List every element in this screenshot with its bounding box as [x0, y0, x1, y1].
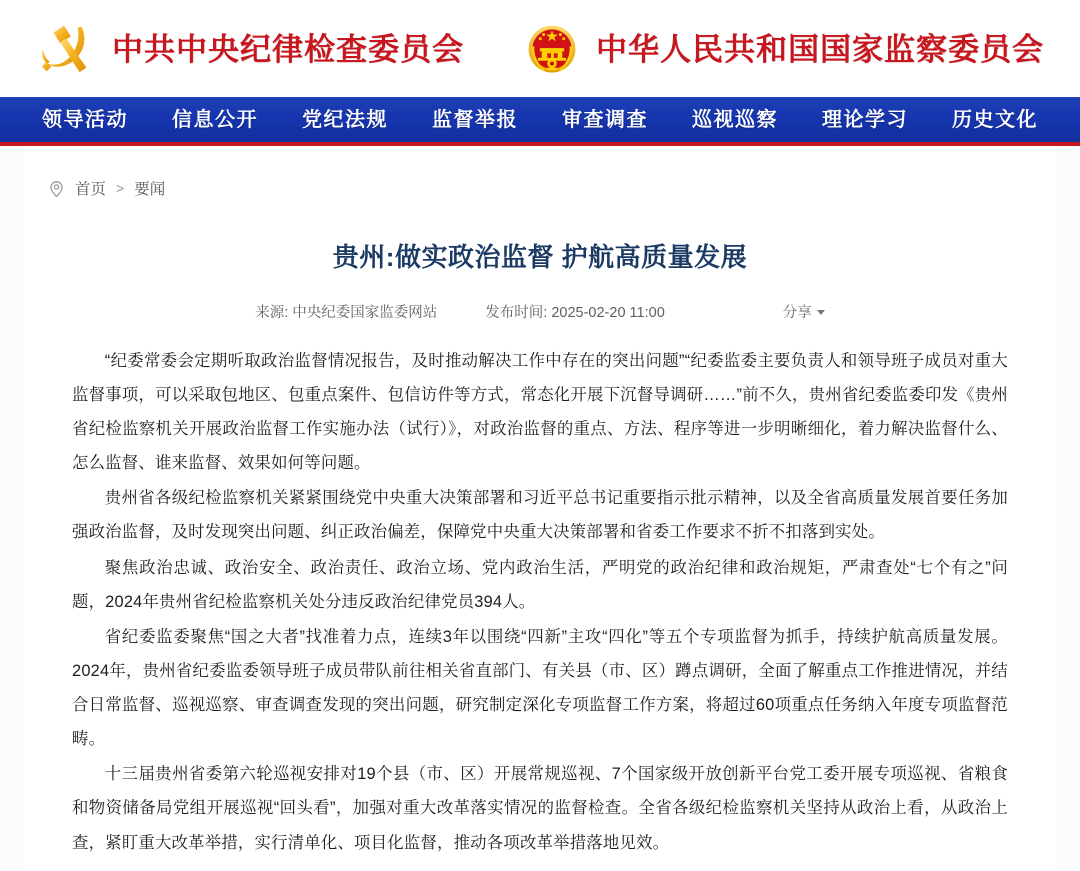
source-value: 中央纪委国家监委网站	[292, 304, 438, 321]
nav-item-information-disclosure[interactable]: 信息公开	[172, 108, 258, 131]
nav-item-review-investigation[interactable]: 审查调查	[562, 108, 648, 131]
main-navigation	[0, 97, 1080, 142]
nav-item-theoretical-study[interactable]: 理论学习	[822, 108, 908, 131]
nav-item-inspection-tour[interactable]: 巡视巡察	[692, 108, 778, 131]
share-dropdown[interactable]	[783, 301, 825, 322]
ccp-hammer-sickle-emblem-icon	[36, 19, 98, 81]
article-source	[255, 301, 437, 322]
chevron-down-icon	[817, 310, 825, 315]
nav-item-supervision-reporting[interactable]: 监督举报	[432, 108, 518, 131]
source-label: 来源:	[255, 304, 289, 321]
nav-item-leadership-activities[interactable]: 领导活动	[42, 108, 128, 131]
breadcrumb-home[interactable]: 首页	[75, 181, 107, 198]
org-block-nsc	[522, 20, 1044, 80]
article-paragraph: “纪委常委会定期听取政治监督情况报告，及时推动解决工作中存在的突出问题”“纪委监委主要负责人和领导班子成员对重大监督事项，可以采取包地区、包重点案件、包信访件等方式，常态化开展下沉督导调研……”前不久，贵州省纪委监委印发《贵州省纪检监察机关开展政治监督工作实施办法（试行）》，对政治监督的重点、方法、程序等进一步明晰细化，着力解决监督什么、怎么监督、谁来监督、效果如何等问题。	[72, 351, 1008, 473]
article-paragraph: 省纪委监委聚焦“国之大者”找准着力点，连续3年以围绕“四新”主攻“四化”等五个专项监督为抓手，持续护航高质量发展。2024年，贵州省纪委监委领导班子成员带队前往相关省直部门、有关县（市、区）蹲点调研，全面了解重点工作推进情况，并结合日常监督、巡视巡察、审查调查发现的突出问题，研究制定深化专项监督工作方案，将超过60项重点任务纳入年度专项监督范畴。	[72, 627, 1008, 749]
page-body	[0, 146, 1080, 871]
site-masthead	[0, 0, 1080, 97]
article-paragraph: 贵州省各级纪检监察机关紧紧围绕党中央重大决策部署和习近平总书记重要指示批示精神，以及全省高质量发展首要任务加强政治监督，及时发现突出问题、纠正政治偏差，保障党中央重大决策部署和省委工作要求不折不扣落到实处。	[72, 489, 1008, 542]
breadcrumb-current[interactable]: 要闻	[134, 181, 166, 198]
article-publish-time	[485, 301, 664, 322]
org-title-nsc: 中华人民共和国国家监察委员会	[596, 32, 1044, 67]
article-paragraph: 聚焦政治忠诚、政治安全、政治责任、政治立场、党内政治生活，严明党的政治纪律和政治规矩，严肃查处“七个有之”问题，2024年贵州省纪检监察机关处分违反政治纪律党员394人。	[72, 558, 1008, 611]
publish-time-value: 2025-02-20 11:00	[551, 304, 665, 321]
prc-national-emblem-icon	[522, 20, 582, 80]
nav-item-history-culture[interactable]: 历史文化	[952, 108, 1038, 131]
location-pin-icon	[47, 179, 66, 198]
share-label: 分享	[782, 304, 812, 321]
page-title: 贵州:做实政治监督 护航高质量发展	[332, 242, 748, 272]
article-card	[24, 146, 1056, 871]
breadcrumb	[24, 146, 1056, 199]
article-paragraph: 十三届贵州省委第六轮巡视安排对19个县（市、区）开展常规巡视、7个国家级开放创新平台党工委开展专项巡视、省粮食和物资储备局党组开展巡视“回头看”，加强对重大改革落实情况的监督检查。全省各级纪检监察机关坚持从政治上看，从政治上查，紧盯重大改革举措，实行清单化、项目化监督，推动各项改革举措落地见效。	[72, 765, 1008, 852]
nav-item-party-discipline-regulations[interactable]: 党纪法规	[302, 108, 388, 131]
publish-time-label: 发布时间:	[485, 304, 548, 321]
article-content	[24, 326, 1056, 860]
org-block-ccdi	[36, 19, 464, 81]
breadcrumb-separator: >	[116, 180, 125, 196]
article-meta	[24, 301, 1056, 326]
org-title-ccdi: 中共中央纪律检查委员会	[112, 32, 464, 67]
